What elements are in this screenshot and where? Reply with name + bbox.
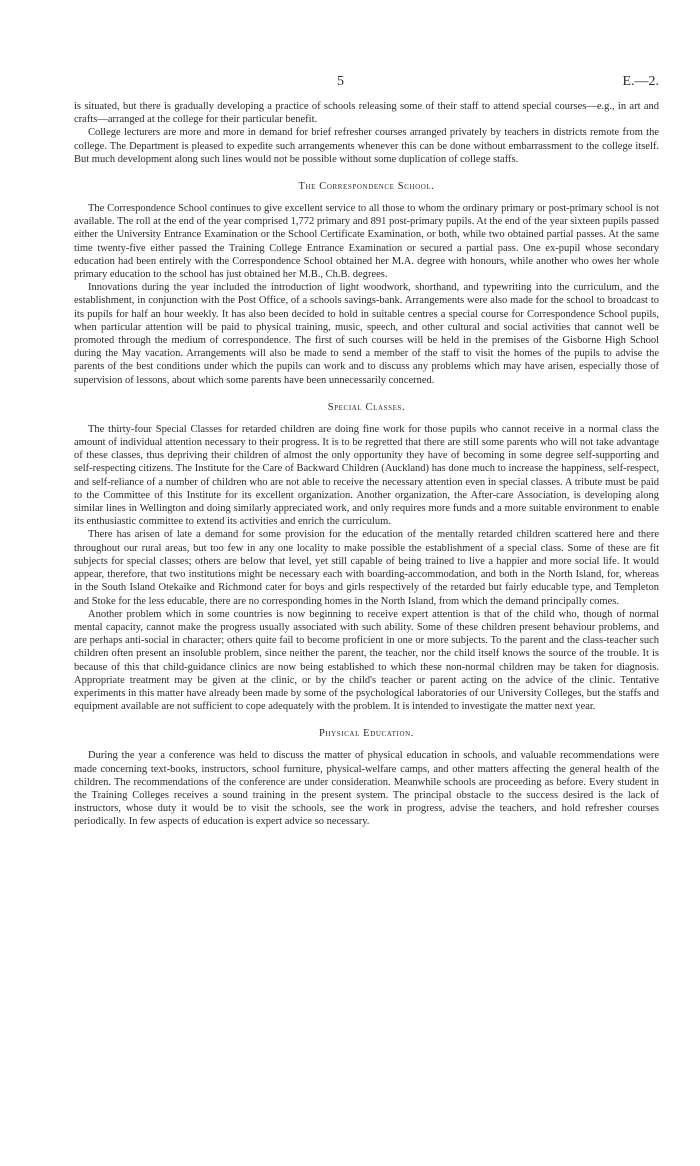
special-classes-paragraph-3: Another problem which in some countries is now beginning to receive expert attention is that of the child who, though of normal mental capacity, cannot make the progress usually associated with such ability. Some of these children present behaviour problems, and are perhaps anti-social in character; others quite fail to become proficient in one or more subjects. To the parent and the class-teacher such children often present an insoluble problem, since neither the parent, the teacher, nor the child itself knows the source of the trouble. It is because of this that child-guidance clinics are now being established to which these non-normal children may be taken for diagnosis. Appropriate treatment may be given at the clinic, or by the child's teacher or parent acting on the advice of the clinic. Tentative experiments in this matter have already been made by some of the psychological laboratories of our University Colleges, but the staffs and equipment available are not sufficient to cope adequately with the problem. It is intended to investigate the matter next year. [74, 608, 659, 713]
intro-paragraph-2: College lecturers are more and more in demand for brief refresher courses arranged privately by teachers in districts remote from the college. The Department is pleased to expedite such arrangements whenever this can be done without embarrassment to the college itself. But much development along such lines would not be possible without some duplication of college staffs. [74, 127, 659, 165]
correspondence-paragraph-2: Innovations during the year included the introduction of light woodwork, shorthand, and typewriting into the curriculum, and the establishment, in conjunction with the Post Office, of a schools savings-bank. Arrangements were also made for the school to broadcast to its pupils for half an hour weekly. It has also been decided to hold in suitable centres a special course for Correspondence School pupils, when particular attention will be paid to physical training, music, speech, and other cultural and social activities that cannot well be promoted through the medium of correspondence. The first of such courses will be held in the premises of the Gisborne High School during the May vacation. Arrangements will also be made to send a member of the staff to visit the homes of the pupils to advise the parents of the best conditions under which the pupils can work and to discuss any problems which may have arisen, especially those of supervision of lessons, about which some parents have been unnecessarily concerned. [74, 282, 659, 386]
document-page [74, 74, 659, 829]
document-reference: E.—2. [622, 74, 659, 89]
section-heading-correspondence-school: The Correspondence School. [298, 181, 435, 193]
correspondence-paragraph-1: The Correspondence School continues to give excellent service to all those to whom the ordinary primary or post-primary school is not available. The roll at the end of the year comprised 1,772 primary and 891 post-primary pupils. At the end of the year sixteen pupils passed either the University Entrance Examination or the School Certificate Examination, or both, while two obtained partial passes. At the same time twenty-five either passed the Training College Entrance Examination or secured a partial pass. One ex-pupil whose secondary education had been entirely with the Correspondence School obtained her M.A. degree with honours, while another who owes her whole primary education to the school has just obtained her M.B., Ch.B. degrees. [74, 203, 659, 281]
special-classes-paragraph-1: The thirty-four Special Classes for retarded children are doing fine work for those pupils who cannot receive in a normal class the amount of individual attention necessary to their progress. It is to be regretted that there are still some parents who will not take advantage of these classes, thus depriving their children of almost the only opportunity they have of becoming in some degree self-supporting and self-respecting citizens. The Institute for the Care of Backward Children (Auckland) has done much to increase the happiness, self-respect, and self-reliance of a number of children who are not able to receive the necessary attention even in special classes. A tribute must be paid to the Committee of this Institute for its excellent organization. Another organization, the After-care Association, is developing along similar lines in Wellington and doing similarly appreciated work, and only requires more funds and a more suitable environment to enable its enthusiastic committee to extend its activities and enrich the curriculum. [74, 423, 659, 528]
page-number: 5 [337, 74, 344, 89]
section-heading-special-classes: Special Classes. [327, 401, 406, 413]
physical-education-paragraph-1: During the year a conference was held to discuss the matter of physical education in schools, and valuable recommendations were made concerning text-books, instructors, school furniture, physical-welfare camps, and other matters affecting the general health of the children. The recommendations of the conference are under consideration. Meanwhile schools are proceeding as before. Every student in the Training Colleges receives a sound training in the present system. The principal obstacle to the success desired is the lack of instructors, whose duty it would be to visit the schools, see the work in progress, advise the teachers, and hold refresher courses periodically. In few aspects of education is expert advice so necessary. [74, 750, 659, 828]
special-classes-paragraph-2: There has arisen of late a demand for some provision for the education of the mentally retarded children scattered here and there throughout our rural areas, but too few in any one locality to make possible the establishment of a special class. Some of these are fit subjects for special classes; others are below that level, yet still capable of being trained to live a happier and more social life. It would appear, therefore, that two institutions might be necessary each with boarding-accommodation, and both in the North Island, for, whereas in the South Island Otekaike and Richmond cater for boys and girls respectively of the retarded but fairly educable type, and Templeton and Stoke for the less educable, there are no corresponding homes in the North Island, from which the demand principally comes. [74, 529, 659, 607]
page-header [74, 74, 659, 100]
intro-paragraph-1: is situated, but there is gradually developing a practice of schools releasing some of their staff to attend special courses—e.g., in art and crafts—arranged at the college for their particular benefit. [74, 101, 659, 126]
section-heading-physical-education: Physical Education. [318, 728, 414, 740]
